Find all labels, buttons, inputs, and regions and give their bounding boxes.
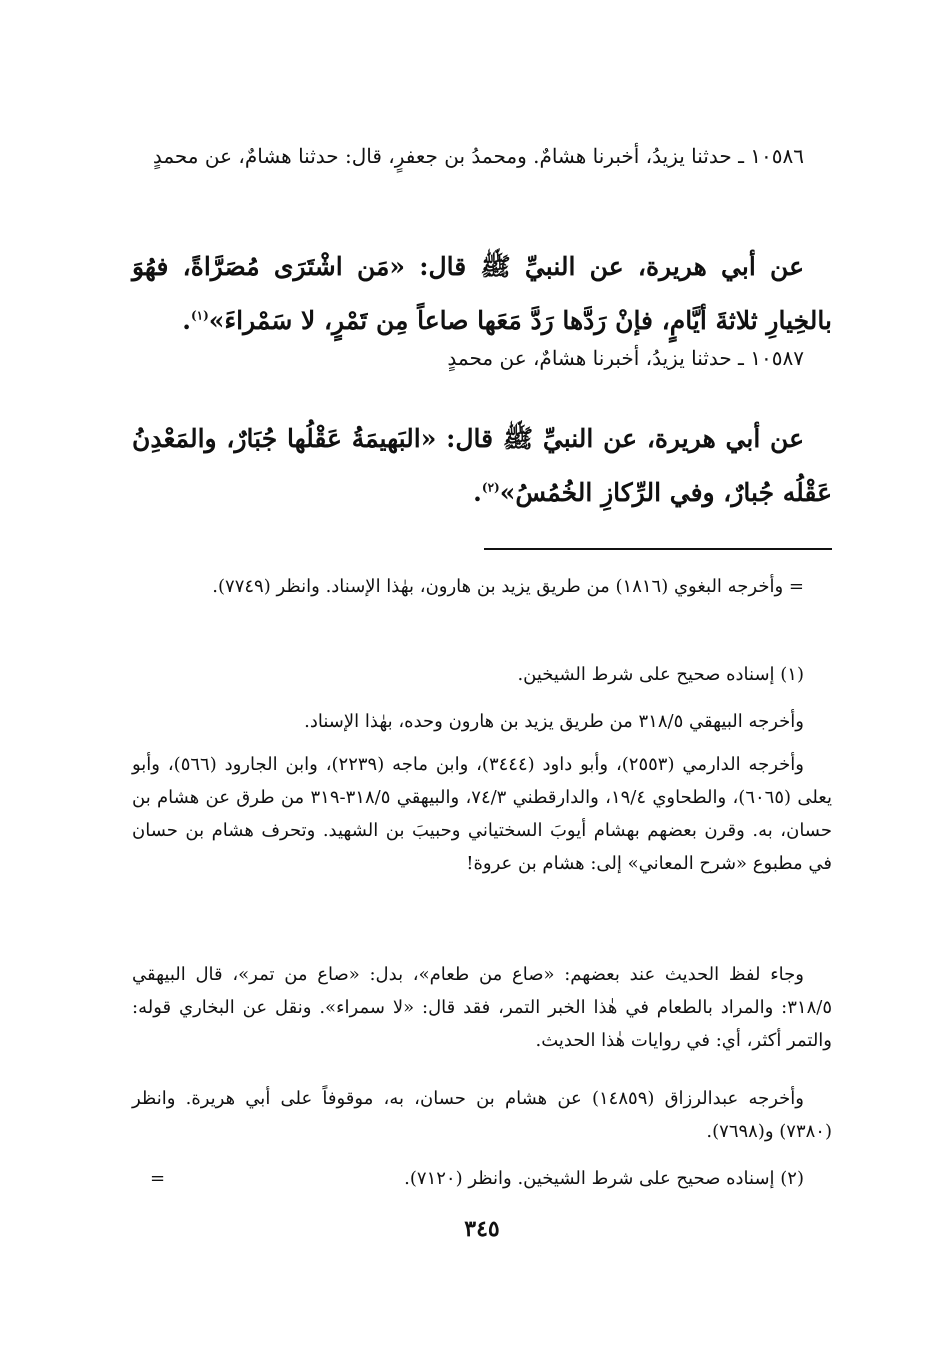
footnote-continued: = وأخرجه البغوي (١٨١٦) من طريق يزيد بن هارون، بهٰذا الإسناد. وانظر (٧٧٤٩). [212,576,804,597]
footnote-ref-1[interactable]: (١) [190,308,209,323]
footnote-2 [132,1162,832,1195]
continuation-mark: = [150,1168,166,1189]
footnote-1-paragraph-1: وأخرجه البيهقي ٣١٨/٥ من طريق يزيد بن هارون وحده، بهٰذا الإسناد. [304,711,804,732]
footnote-1-paragraph-3: وجاء لفظ الحديث عند بعضهم: «صاع من طعام»، بدل: «صاع من تمر»، قال البيهقي ٣١٨/٥: والمراد بالطعام في هٰذا الخبر التمر، فقد قال: «لا سمراء». ونقل عن البخاري قوله: والتمر أكثر، أي: في روايات هٰذا الحديث. [132,964,832,1051]
footnote-separator [484,548,832,550]
hadith-10586-matn: عن أبي هريرة، عن النبيِّ ﷺ قال: «مَن اشْتَرَى مُصَرَّاةً، فهُوَ بالخِيارِ ثلاثةَ أيَّامٍ، فإنْ رَدَّها رَدَّ مَعَها صاعاً مِن تَمْرٍ، لا سَمْراءَ»$^{(١)}$. [132,252,832,335]
footnote-ref-2[interactable]: (٢) [481,480,500,495]
hadith-10586-isnad [132,138,832,174]
isnad-text: ١٠٥٨٦ ـ حدثنا يزيدُ، أخبرنا هشامٌ. ومحمدُ بن جعفرٍ، قال: حدثنا هشامٌ، عن محمدٍ [152,144,804,168]
hadith-10587-isnad [132,340,832,376]
footnote-2-text: (٢) إسناده صحيح على شرط الشيخين. وانظر (٧١٢٠). [404,1168,804,1189]
isnad-text: ١٠٥٨٧ ـ حدثنا يزيدُ، أخبرنا هشامٌ، عن محمدٍ [447,346,804,370]
page-number: ٣٤٥ [464,1216,500,1242]
matn-text: عن أبي هريرة، عن النبيِّ ﷺ قال: «البَهيمَةُ عَقْلُها جُبَارٌ، والمَعْدِنُ عَقْلُه جُبارٌ، وفي الرِّكازِ الخُمُسُ» [132,424,832,507]
hadith-10587-matn [132,412,832,520]
footnote-1-paragraph-4: وأخرجه عبدالرزاق (١٤٨٥٩) عن هشام بن حسان، به، موقوفاً على أبي هريرة. وانظر (٧٣٨٠) و(٧٦٩٨). [132,1088,832,1142]
footnote-1-title: (١) إسناده صحيح على شرط الشيخين. [517,664,804,685]
footnote-1-paragraph-2: وأخرجه الدارمي (٢٥٥٣)، وأبو داود (٣٤٤٤)، وابن ماجه (٢٢٣٩)، وابن الجارود (٥٦٦)، وأبو يعلى (٦٠٦٥)، والطحاوي ١٩/٤، والدارقطني ٧٤/٣، والبيهقي ٣١٨/٥-٣١٩ من طرق عن هشام بن حسان، به. وقرن بعضهم بهشام أيوبَ السختياني وحبيبَ بن الشهيد. وتحرف هشام بن حسان في مطبوع «شرح المعاني» إلى: هشام بن عروة! [132,754,832,874]
end-mark: . [473,478,482,507]
matn-text: عن أبي هريرة، عن النبيِّ ﷺ قال: «مَن اشْتَرَى مُصَرَّاةً، فهُوَ بالخِيارِ ثلاثةَ أيَّامٍ، فإنْ رَدَّها رَدَّ مَعَها صاعاً مِن تَمْرٍ، لا سَمْراءَ» [132,252,832,335]
